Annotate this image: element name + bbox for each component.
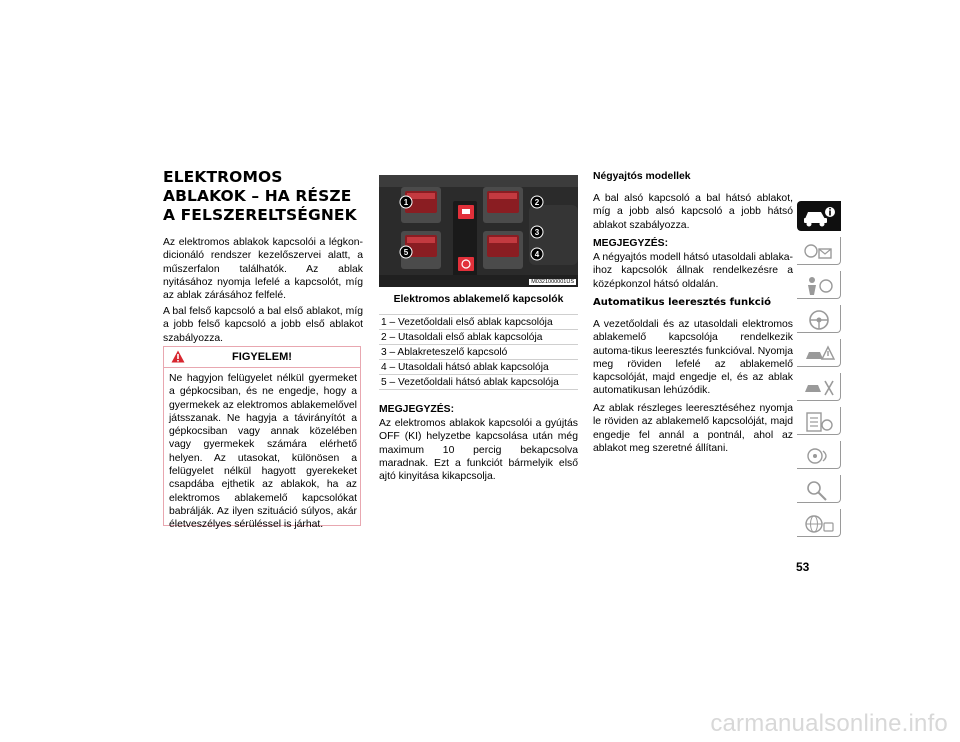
four-door-paragraph: A bal alsó kapcsoló a bal hátsó ablakot, míg a jobb alsó kapcsoló a jobb hátsó ablakot szabályozza.	[593, 193, 793, 231]
figure-legend	[379, 314, 578, 390]
partial-lowering-paragraph: Az ablak részleges leeresztéséhez nyomja le röviden az ablakemelő kapcsolóját, majd engedje fel annál a pontnál, ahol az ablakot meg szeretné állítani.	[593, 403, 793, 454]
road-warning-icon	[801, 341, 837, 367]
window-switch-illustration	[379, 175, 578, 287]
callout-5	[400, 246, 412, 258]
tab-service[interactable]	[797, 373, 841, 401]
page-number: 53	[796, 560, 810, 574]
note-text: Az elektromos ablakok kapcsolói a gyújtás OFF (KI) helyzetbe kapcsolása után még maximum 10 percig bekapcsolva maradnak. Ezt a funkciót bármelyik első ajtó kinyitása kikapcsolja.	[379, 418, 578, 483]
callout-1	[400, 196, 412, 208]
warning-title: FIGYELEM!	[232, 351, 292, 363]
tab-driving[interactable]	[797, 305, 841, 333]
image-code: M0321000001US	[531, 279, 574, 285]
specifications-list-icon	[801, 409, 837, 435]
legend-item: 3 – Ablakreteszelő kapcsoló	[379, 345, 578, 360]
tab-vehicle-info[interactable]	[797, 201, 841, 231]
car-service-tools-icon	[801, 375, 837, 401]
steering-wheel-icon	[801, 307, 837, 333]
callout-2	[531, 196, 543, 208]
tab-languages[interactable]	[797, 509, 841, 537]
legend-item: 4 – Utasoldali hátsó ablak kapcsolója	[379, 360, 578, 375]
window-switch-photo	[379, 175, 578, 287]
legend-item: 1 – Vezetőoldali első ablak kapcsolója	[379, 315, 578, 330]
svg-text:3: 3	[534, 228, 540, 237]
svg-text:2: 2	[534, 198, 540, 207]
svg-text:1: 1	[403, 198, 409, 207]
legend-item: 5 – Vezetőoldali hátsó ablak kapcsolója	[379, 375, 578, 390]
dashboard-message-icon	[801, 239, 837, 265]
auto-down-paragraph: A vezetőoldali és az utasoldali elektromos ablakemelő kapcsolója rendelkezik automa-tikus leeresztés funkcióval. Nyomja meg röviden lefelé az ablakemelő kapcsolóját, majd engedje el, és az ablak automatikusan lehúzódik.	[593, 319, 793, 397]
note-title: MEGJEGYZÉS:	[379, 404, 455, 415]
language-globe-icon	[801, 511, 837, 537]
tab-emergency[interactable]	[797, 339, 841, 367]
warning-header	[164, 347, 360, 368]
car-info-icon	[801, 203, 837, 229]
intro-paragraph: Az elektromos ablakok kapcsolói a légkon-dicionáló rendszer kezelőszervei alatt, a műszerfalon találhatók. Az ablak nyitásához nyomja lefelé a kapcsolót, míg az ablak zárásához felfelé.	[163, 237, 363, 302]
tab-specifications[interactable]	[797, 407, 841, 435]
upper-switch-paragraph: A bal felső kapcsoló a bal első ablakot, míg a jobb felső kapcsoló a jobb első ablakot szabályozza.	[163, 306, 363, 344]
tab-dashboard[interactable]	[797, 237, 841, 265]
note-title: MEGJEGYZÉS:	[593, 238, 669, 249]
warning-text: Ne hagyjon felügyelet nélkül gyermeket a gépkocsiban, és ne engedje, hogy a gyermekek az elektromos ablakemelővel játsszanak. Ne hagyja a távirányítót a gépkocsiban vagy annak közelében vagy gyermekek számára elérhető helyen. Az utasokat, különösen a felügyelet nélkül hagyott gyerekeket csapdába ejthetik az ablakok, ha az elektromos ablakemelő kapcsolókat babrálják. Az ilyen szituáció súlyos, akár életveszélyes sérüléssel is járhat.	[169, 373, 357, 531]
subsection-heading-auto-down: Automatikus leeresztés funkció	[593, 297, 772, 308]
svg-text:5: 5	[403, 248, 409, 257]
figure-caption: Elektromos ablakemelő kapcsolók	[393, 294, 564, 305]
subsection-heading-four-door: Négyajtós modellek	[593, 171, 691, 182]
multimedia-icon	[801, 443, 837, 469]
note-text: A négyajtós modell hátsó utasoldali ablaka-ihoz kapcsolók állnak rendelkezésre a középkonzol hátsó oldalán.	[593, 252, 793, 290]
tab-safety[interactable]	[797, 271, 841, 299]
callout-3	[531, 226, 543, 238]
warning-box	[163, 346, 361, 531]
svg-text:4: 4	[534, 250, 540, 259]
legend-item: 2 – Utasoldali első ablak kapcsolója	[379, 330, 578, 345]
section-heading: ELEKTROMOS ABLAKOK – HA RÉSZE A FELSZERELTSÉGNEK	[163, 168, 357, 224]
watermark: carmanualsonline.info	[710, 710, 948, 737]
airbag-seatbelt-icon	[801, 273, 837, 299]
callout-4	[531, 248, 543, 260]
tab-multimedia[interactable]	[797, 441, 841, 469]
tab-index[interactable]	[797, 475, 841, 503]
index-search-icon	[801, 477, 837, 503]
